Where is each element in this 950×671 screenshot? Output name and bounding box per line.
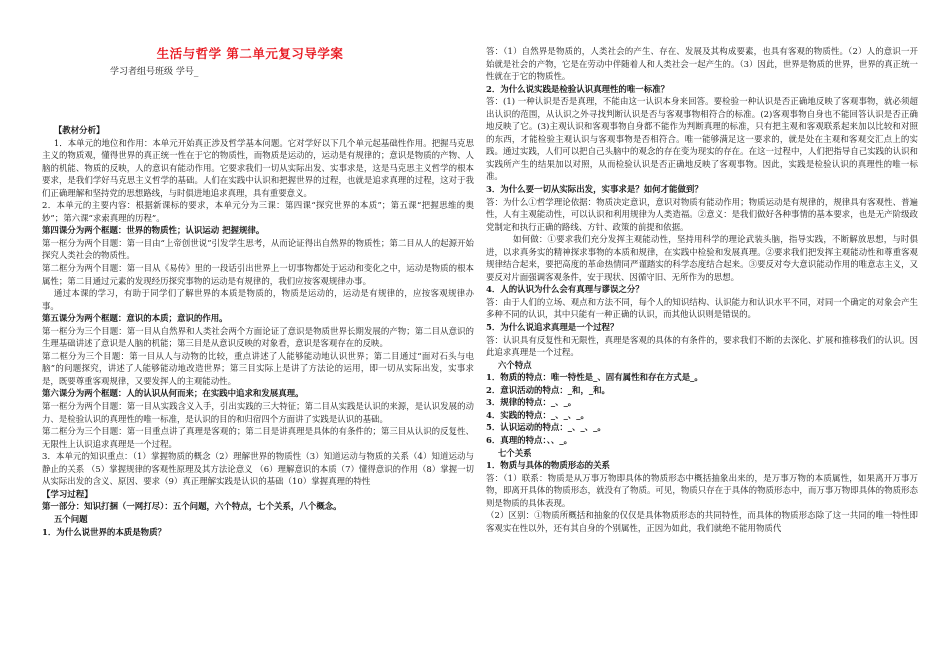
left-paragraph: 2．本单元的主要内容：根据新课标的要求，本单元分为三课：第四课“探究世界的本质”；第五课“把握思维的奥妙”；第六课“求索真理的历程”。 bbox=[42, 200, 474, 223]
left-paragraph: 第一框分为两个目题：第一目由“上帝创世说”引发学生思考，从而论证得出自然界的物质性；第二目从人的起源开始探究人类社会的物质性。 bbox=[42, 237, 474, 261]
right-paragraph: 如何做：①要求我们充分发挥主观能动性，坚持用科学的理论武装头脑，指导实践，不断解放思想，与时俱进，以求真务实的精神探求事物的本质和规律，在实践中检验和发展真理。②要求我们把发挥主观能动性和尊重客观规律结合起来，要把高度的革命热情同严谨踏实的科学态度结合起来。③要反对夸大意识能动作用的唯意志主义，又要反对片面强调客观条件，安于现状、因循守旧、无所作为的思想。 bbox=[486, 234, 918, 282]
left-paragraph: 第一部分：知识打捆（一网打尽）：五个问题，六个特点，七个关系，八个概念。 bbox=[42, 501, 342, 512]
right-paragraph: 5．认识运动的特点：_、_、_。 bbox=[486, 422, 606, 433]
right-paragraph: 六个特点 bbox=[497, 359, 532, 370]
right-paragraph: 1．物质的特点：唯一特性是_、固有属性和存在方式是_。 bbox=[486, 372, 703, 383]
left-paragraph: 第二框分为两个目题：第一目从《易传》里的一段话引出世界上一切事物都处于运动和变化之中，运动是物质的根本属性；第二目通过元素的发现经历探究事物的运动是有规律的，我们应按客观规律办事。 bbox=[42, 263, 474, 286]
right-paragraph: 答：(1) 一种认识是否是真理，不能由这一认识本身来回答。要检验一种认识是否正确地反映了客观事物，就必须超出认识的范围，从认识之外寻找判断认识是否与客观事物相符合的标准。(2)客观事物自身也不能回答认识是否正确地反映了它。(3)主观认识和客观事物自身都不能作为判断真理的标准，只有把主观和客观联系起来加以比较和对照的东西，才能检验主观认识与客观事物是否相符合。唯一能够满足这一要求的，就是处在主观和客观交汇点上的实践。通过实践，人们可以把自己头脑中的观念的存在变为现实的存在。在这一过程中，人们把指导自己实践的认识和实践所产生的结果加以对照，从而检验认识是否正确地反映了客观事物。因此，实践是检验认识的真理性的唯一标准。 bbox=[486, 96, 918, 182]
right-column-text bbox=[486, 45, 918, 534]
left-paragraph: 第一框分为三个目题：第一目从自然界和人类社会两个方面论证了意识是物质世界长期发展的产物；第二目从意识的生理基础讲述了意识是人脑的机能；第三目是从意识反映的对象看，意识是客观存在的反映。 bbox=[42, 325, 474, 349]
right-paragraph: 1．物质与具体的物质形态的关系 bbox=[486, 460, 610, 471]
right-paragraph: 3．规律的特点：_、_。 bbox=[486, 397, 577, 408]
right-paragraph: 答：（1）联系：物质是从万事万物即具体的物质形态中概括抽象出来的，是万事万物的本质属性，如果离开万事万物，即离开具体的物质形态，就没有了物质。可见，物质只存在于具体的物质形态中，而万事万物即具体的物质形态则是物质的具体表现。 bbox=[486, 472, 918, 508]
document-title: 生活与哲学 第二单元复习导学案 bbox=[156, 46, 344, 61]
right-paragraph: 2．意识活动的特点：_和，_和。 bbox=[486, 384, 610, 395]
left-paragraph: 第二框分为三个目题：第一目从人与动物的比较，重点讲述了人能够能动地认识世界；第二目通过“面对石头与电脑”的问题探究，讲述了人能够能动地改造世界；第三目实际上是讲了方法论的运用，即一切从实际出发，实事求是，既要尊重客观规律，又要发挥人的主观能动性。 bbox=[42, 350, 474, 386]
right-paragraph: 七个关系 bbox=[497, 447, 532, 458]
right-paragraph: 答：（1）自然界是物质的，人类社会的产生、存在、发展及其构成要素，也具有客观的物质性。（2）人的意识一开始就是社会的产物，它是在劳动中伴随着人和人类社会一起产生的。（3）因此，世界是物质的世界，世界的真正统一性就在于它的物质性。 bbox=[486, 46, 918, 82]
left-paragraph: 第一框分为两个目题：第一目从实践含义入手，引出实践的三大特征；第二目从实践是认识的来源，是认识发展的动力、是检验认识的真理性的唯一标准，是认识的目的和归宿四个方面讲了实践是认识的基础。 bbox=[42, 401, 474, 424]
left-paragraph: 【学习过程】 bbox=[42, 488, 93, 499]
left-paragraph: 【教材分析】 bbox=[53, 125, 105, 135]
right-paragraph: 4．实践的特点：_、_、_。 bbox=[486, 409, 589, 420]
left-paragraph: 1．本单元的地位和作用：本单元开始真正涉及哲学基本问题。它对学好以下几个单元起基础性作用。把握马克思主义的物质观，懂得世界的真正统一性在于它的物质性，而物质是运动的，运动是有规律的；意识是物质的产物、人脑的机能、物质的反映，人的意识有能动作用。它要求我们一切从实际出发、实事求是，这是马克思主义哲学的根本要求，是我们学好马克思主义哲学的基础。人们在实践中认识和把握世界的过程，也就是追求真理的过程，这对于我们正确理解和坚持党的思想路线，与时俱进地追求真理，具有重要意义。 bbox=[42, 137, 474, 198]
right-paragraph: 6．真理的特点：、、_。 bbox=[486, 434, 573, 445]
right-paragraph: 5．为什么说追求真理是一个过程？ bbox=[486, 322, 619, 333]
left-column-text bbox=[42, 124, 474, 538]
right-paragraph: 答：为什么①哲学理论依据：物质决定意识，意识对物质有能动作用；物质运动是有规律的，规律具有客观性、普遍性，人有主观能动性，可以认识和利用规律为人类造福。②意义：是我们做好各种事情的基本要求，也是无产阶级政党制定和执行正确的路线、方针、政策的前提和依据。 bbox=[486, 196, 918, 232]
right-paragraph: 答：由于人们的立场、观点和方法不同，每个人的知识结构、认识能力和认识水平不同，对同一个确定的对象会产生多种不同的认识，其中只能有一种正确的认识，而其他认识则是错误的。 bbox=[486, 296, 918, 320]
right-paragraph: 4．人的认识为什么会有真理与谬误之分？ bbox=[486, 284, 644, 295]
right-paragraph: 3．为什么要一切从实际出发，实事求是？如何才能做到？ bbox=[486, 184, 703, 195]
left-paragraph: 通过本课的学习，有助于同学们了解世界的本质是物质的，物质是运动的，运动是有规律的，应按客观规律办事。 bbox=[42, 288, 474, 311]
right-paragraph: （2）区别：①物质所概括和抽象的仅仅是具体物质形态的共同特性，而具体的物质形态除了这一共同的唯一特性即客观实在性以外，还有其自身的个别属性，正因为如此，我们就绝不能用物质代 bbox=[486, 510, 918, 533]
left-paragraph: 第二框分为三个目题：第一目重点讲了真理是客观的；第二目是讲真理是具体的有条件的；第三目从认识的反复性、无限性上认识追求真理是一个过程。 bbox=[42, 426, 474, 449]
left-paragraph: 1．为什么说世界的本质是物质？ bbox=[42, 526, 166, 537]
right-paragraph: 2．为什么说实践是检验认识真理性的唯一标准？ bbox=[486, 83, 670, 94]
student-info-line: 学习者组号班级 学号_ bbox=[110, 67, 199, 77]
left-paragraph: 第四课分为两个框题：世界的物质性；认识运动 把握规律。 bbox=[42, 225, 265, 236]
left-paragraph: 第六课分为两个框题：人的认识从何而来；在实践中追求和发展真理。 bbox=[42, 388, 304, 399]
left-paragraph: 第五课分为两个框题：意识的本质；意识的作用。 bbox=[42, 313, 228, 324]
left-paragraph: 3．本单元的知识重点：（1）掌握物质的概念（2）理解世界的物质性（3）知道运动与物质的关系（4）知道运动与静止的关系 （5）掌握规律的客观性原理及其方法论意义 （6）理解意识的本质（7）懂得意识的作用（8）掌握一切从实际出发的含义、原因、要求（9）真正理解实践是认识的基础（10）掌握真理的特性 bbox=[42, 451, 474, 487]
right-paragraph: 答：认识具有反复性和无限性，真理是客观的具体的有条件的，要求我们不断的去深化、扩展和推移我们的认识。因此追求真理是一个过程。 bbox=[486, 334, 918, 358]
left-paragraph: 五个问题 bbox=[53, 513, 88, 524]
